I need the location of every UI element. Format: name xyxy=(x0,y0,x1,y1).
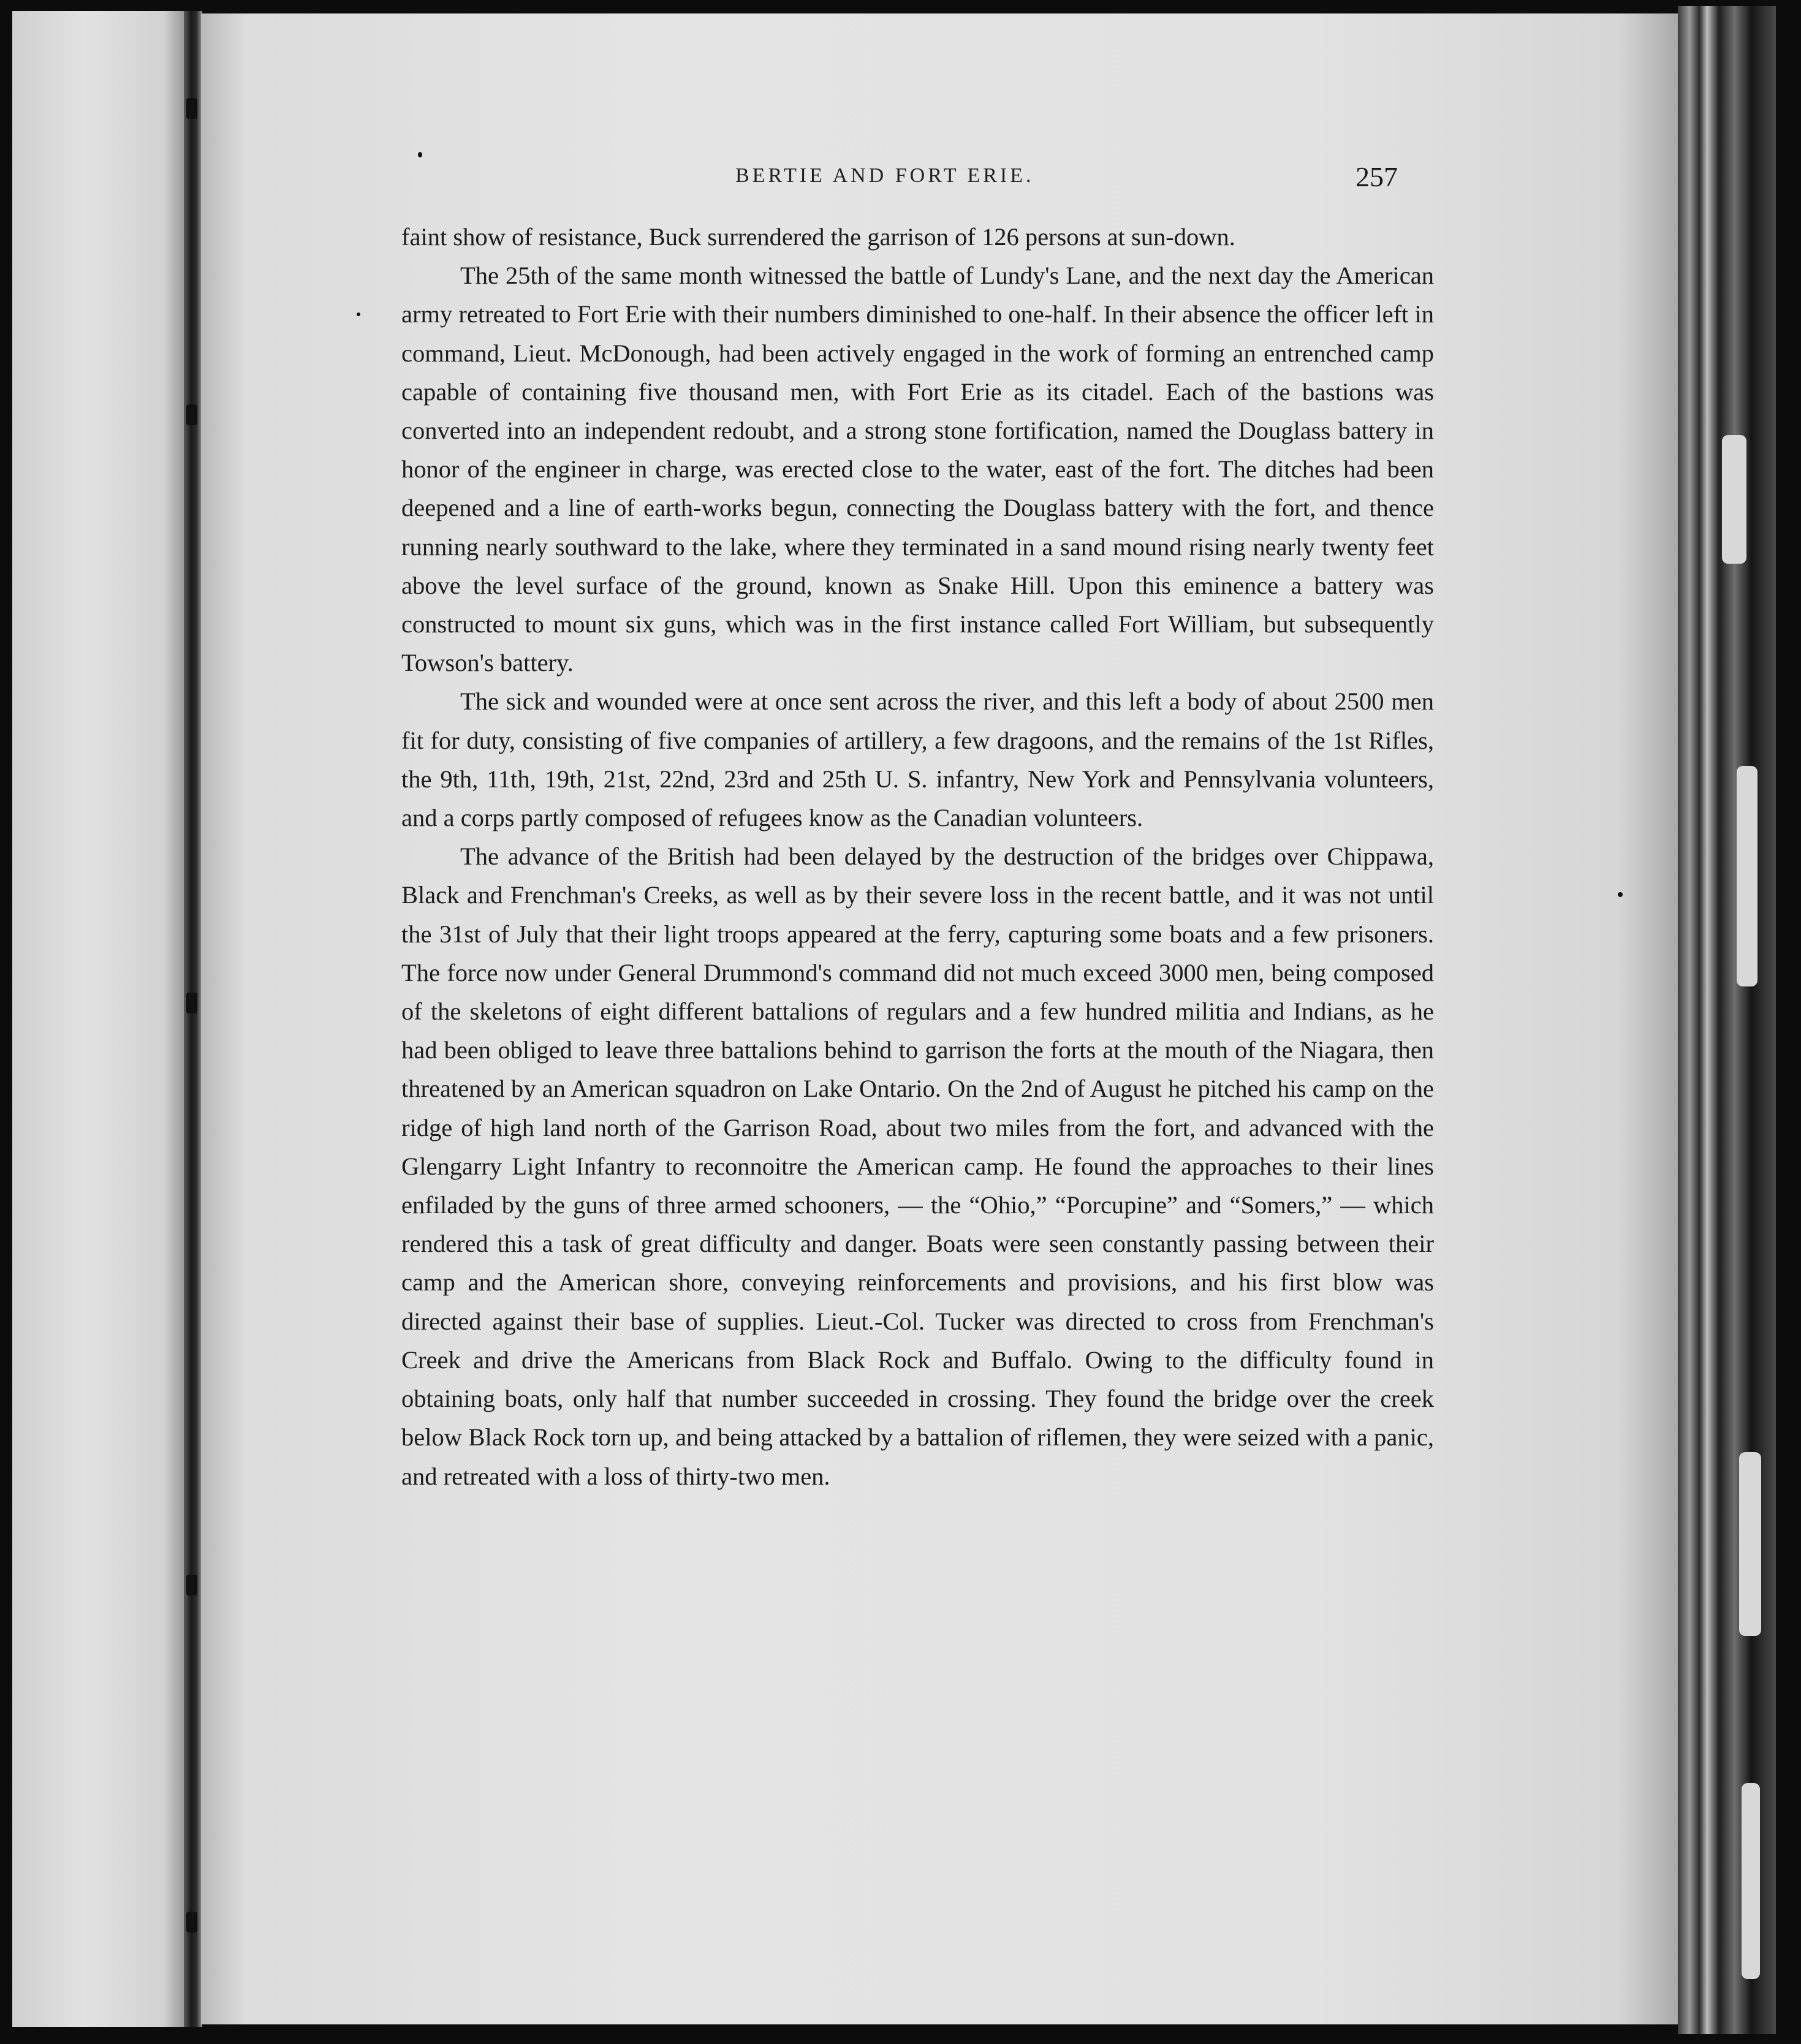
binding-stitch xyxy=(186,1575,197,1595)
binding-stitch xyxy=(186,993,197,1013)
book-gutter xyxy=(184,11,202,2027)
page-edge-tab xyxy=(1722,435,1746,564)
binding-stitch xyxy=(186,98,197,119)
paragraph-continued: faint show of resistance, Buck surrendered the garrison of 126 persons at sun-down. xyxy=(401,223,1235,251)
page-edge-tab xyxy=(1737,766,1757,986)
paragraph: The 25th of the same month witnessed the battle of Lundy's Lane, and the next day the American army retreated to Fort Erie with their numbers diminished to one-half. In their absence the officer left in command, Lieut. McDonough, had been actively engaged in the work of forming an entrenched camp capable of containing five thousand men, with Fort Erie as its citadel. Each of the bastions was converted into an independent redoubt, and a strong stone fortification, named the Douglass battery in honor of the engineer in charge, was erected close to the water, east of the fort. The ditches had been deepened and a line of earth-works begun, connecting the Douglass battery with the fort, and thence running nearly southward to the lake, where they terminated in a sand mound rising nearly twenty feet above the level surface of the ground, known as Snake Hill. Upon this eminence a battery was constructed to mount six guns, which was in the first instance called Fort William, but subsequently Towson's battery. xyxy=(401,262,1434,677)
page-edge-stack xyxy=(1678,6,1776,2034)
scan-speck xyxy=(418,152,422,157)
scan-speck xyxy=(357,312,360,316)
page-number: 257 xyxy=(1355,161,1398,192)
page-edge-tab xyxy=(1739,1452,1761,1636)
binding-stitch xyxy=(186,404,197,425)
scan-speck xyxy=(1618,892,1623,897)
paragraph: The sick and wounded were at once sent across the river, and this left a body of about 2500 men fit for duty, consisting of five companies of artillery, a few dragoons, and the remains of the 1st Rifles, the 9th, 11th, 19th, 21st, 22nd, 23rd and 25th U. S. infantry, New York and Pennsylvania volunteers, and a corps partly composed of refugees know as the Canadian volunteers. xyxy=(401,687,1434,832)
paragraph: The advance of the British had been delayed by the destruction of the bridges over Chippawa, Black and Frenchman's Creeks, as well as by their severe loss in the recent battle, and it was not until the 31st of July that their light troops appeared at the ferry, capturing some boats and a few prisoners. The force now under General Drummond's command did not much exceed 3000 men, being composed of the skeletons of eight different battalions of regulars and a few hundred militia and Indians, as he had been obliged to leave three battalions behind to garrison the forts at the mouth of the Niagara, then threatened by an American squadron on Lake Ontario. On the 2nd of August he pitched his camp on the ridge of high land north of the Garrison Road, about two miles from the fort, and advanced with the Glengarry Light Infantry to reconnoitre the American camp. He found the approaches to their lines enfiladed by the guns of three armed schooners, — the “Ohio,” “Porcupine” and “Somers,” — which rendered this a task of great difficulty and danger. Boats were seen constantly passing between their camp and the American shore, conveying reinforcements and provisions, and his first blow was directed against their base of supplies. Lieut.-Col. Tucker was directed to cross from Frenchman's Creek and drive the Americans from Black Rock and Buffalo. Owing to the difficulty found in obtaining boats, only half that number succeeded in crossing. They found the bridge over the creek below Black Rock torn up, and being attacked by a battalion of riflemen, they were seized with a panic, and retreated with a loss of thirty-two men. xyxy=(401,842,1434,1490)
binding-stitch xyxy=(186,1912,197,1932)
left-page-blank xyxy=(12,11,190,2027)
page-edge-tab xyxy=(1742,1783,1760,1979)
body-text xyxy=(401,218,1434,1496)
running-head: BERTIE AND FORT ERIE. xyxy=(735,164,1034,187)
